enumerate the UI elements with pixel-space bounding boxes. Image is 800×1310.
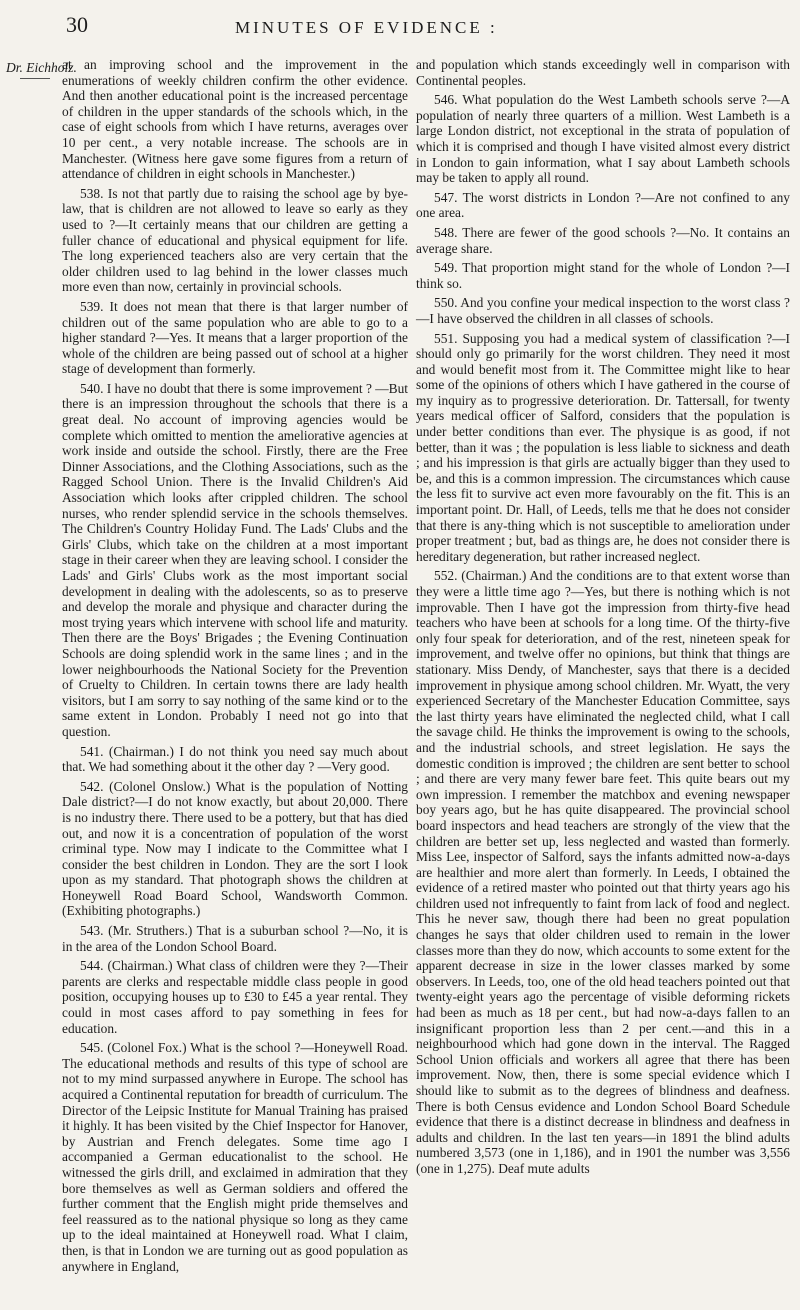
- paragraph: 545. (Colonel Fox.) What is the school ?—Honeywell Road. The educational methods and results of this type of school are not to my mind surpassed anywhere in Europe. The school has acquired a Continental reputation for breadth of curriculum. The Director of the Leipsic Institute for Manual Training has praised it highly. It has been visited by the Chief Inspector for Hanover, by Austrian and French delegates. Some time ago I accompanied a German educationalist to the school. He witnessed the girls drill, and exclaimed in admiration that they bore themselves as well as German soldiers and offered the further comment that the English might pride themselves and feel reassured as to the national physique so long as they came up to the ideal maintained at Honeywell road. What I claim, then, is that in London we are turning out as good population as anywhere in England,: [62, 1040, 408, 1274]
- paragraph: 546. What population do the West Lambeth schools serve ?—A population of nearly three quarters of a million. West Lambeth is a large London district, not exceptional in the strata of population of which it is comprised and though I have visited almost every district in London to gain information, what I say about Lambeth schools may be taken to apply all round.: [416, 92, 790, 186]
- right-column: [416, 57, 790, 1181]
- paragraph: 550. And you confine your medical inspection to the worst class ?—I have observed the children in all classes of schools.: [416, 295, 790, 326]
- left-column: [62, 57, 408, 1278]
- running-head: MINUTES OF EVIDENCE :: [235, 18, 498, 37]
- paragraph: 542. (Colonel Onslow.) What is the population of Notting Dale district?—I do not know exactly, but about 20,000. There is no industry there. There used to be a pottery, but that has died out, and now it is a concentration of population of the worst criminal type. Now may I indicate to the Committee what I consider the best children in London. They are the sort I look upon as my standard. That photograph shows the children at Honeywell Road Board School, Wandsworth Common. (Exhibiting photographs.): [62, 778, 408, 919]
- paragraph: 551. Supposing you had a medical system of classification ?—I should only go primarily for the worst children. They need it most and would benefit most from it. The Committee might like to hear some of the opinions of others which I have gathered in the course of my inquiry as to progressive deterioration. Dr. Tattersall, for twenty years medical officer of Salford, considers that the population is under better conditions than ever. The physique is as good, if not better, than it was ; the population is less liable to sickness and death ; and his impression is that girls are actually bigger than they used to be, and this is a common impression. The circumstances which cause the less fit to survive act even more favourably on the fit. This is an important point. Dr. Hall, of Leeds, tells me that he does not consider that there is any-thing which is not susceptible to amelioration under proper treatment ; but, bad as things are, he does not consider there is hereditary degeneration, but rather increased neglect.: [416, 330, 790, 564]
- page-number: 30: [66, 12, 88, 37]
- paragraph: and population which stands exceedingly well in comparison with Continental peoples.: [416, 57, 790, 88]
- paragraph: 541. (Chairman.) I do not think you need say much about that. We had something about it the other day ? —Very good.: [62, 743, 408, 775]
- margin-rule: [20, 78, 50, 79]
- paragraph: 547. The worst districts in London ?—Are not confined to any one area.: [416, 189, 790, 221]
- paragraph: 543. (Mr. Struthers.) That is a suburban school ?—No, it is in the area of the London School Board.: [62, 923, 408, 954]
- paragraph: 544. (Chairman.) What class of children were they ?—Their parents are clerks and respectable middle class people in good position, occupying houses up to £30 to £45 a year rental. They could in most cases afford to pay something in fees for education.: [62, 958, 408, 1036]
- paragraph: 539. It does not mean that there is that larger number of children out of the same population who are able to go to a higher standard ?—Yes. It means that a larger proportion of the whole of the children are being passed out of school at a higher stage of development than formerly.: [62, 298, 408, 377]
- paragraph: 552. (Chairman.) And the conditions are to that extent worse than they were a little time ago ?—Yes, but there is nothing which is not improvable. Then I have got the impression from thirty-five head teachers who have been at schools for a long time. Of the thirty-five only four speak for deterioration, and of the rest, nineteen speak for improvement, and twelve offer no opinions, but think that things are stationary. Miss Dendy, of Manchester, says that there is a decided improvement in physique among school children. Mr. Wyatt, the very experienced Secretary of the Manchester Education Committee, says the last thirty years have eliminated the neglected child, what I call the savage child. He thinks the improvement is owing to the schools, and the industrial schools, and street legislation. He says the domestic condition is improved ; the children are sent better to school ; and there are very many fewer bare feet. This quite bears out my own impression. I remember the matchbox and evening newspaper boy years ago, but he has quite disappeared. The provincial school board inspectors and head teachers are strongly of the view that the children are better set up, less neglected and wasted than formerly. Miss Lee, inspector of Salford, says the infants admitted now-a-days are healthier and more alert than formerly. In Leeds, I obtained the evidence of a retired master who pointed out that thirty years ago his children used not infrequently to faint from lack of food and neglect. This he never saw, though there had been no great population changes he says that older children used to remain in the lower classes more than they do now, which accounts to some extent for the apparent decrease in size in the lower classes marked by some observers. In Leeds, too, one of the old head teachers pointed out that twenty-eight years ago the percentage of visible deforming rickets had been as much as 18 per cent., but had now-a-days fallen to an insignificant proportion less than 2 per cent.—and this in a neighbourhood which had gone down in the interval. The Ragged School Union officials and workers all agree that there has been improvement. Now, then, there is some special evidence which I should like to submit as to the degrees of blindness and deafness. There is both Census evidence and London School Board Schedule evidence that there is a distinct decrease in blindness and deafness in adults and children. In the last ten years—in 1891 the blind adults numbered 3,573 (one in 1,186), and in 1901 the number was 3,556 (one in 1,275). Deaf mute adults: [416, 568, 790, 1176]
- margin-note: Dr. Eichholz.: [6, 60, 77, 75]
- page-header: [0, 10, 800, 40]
- paragraph: 540. I have no doubt that there is some improvement ? —But there is an impression throughout the schools that there is a great deal. No account of improving agencies would be complete which omitted to mention the ameliorative agencies at work inside and outside the school. Firstly, there are the Free Dinner Associations, and the Clothing Associations, such as the Ragged School Union. There is the Invalid Children's Aid Association which looks after crippled children. The school nurses, who render splendid service in the schools themselves. The Children's Country Holiday Fund. The Lads' Clubs and the Girls' Clubs, which take on the children at a most important stage in their career when they are leaving school. I consider the Lads' and Girls' Clubs work as the most important social development in dealing with the adolescents, so as to preserve and develop the morale and physique and character during the most trying years which intervene with school life and maturity. Then there are the Boys' Brigades ; the Evening Continuation Schools are doing splendid work in the same lines ; and in the lower neighbourhoods the National Society for the Prevention of Cruelty to Children. In certain towns there are lady health visitors, but I am sorry to say nothing of the same kind or to the same extent in London. Probably I need not go into that question.: [62, 380, 409, 739]
- paragraph: at an improving school and the improvement in the enumerations of weekly children confirm the other evidence. And then another educational point is the increased percentage of children in the upper standards of the schools which, in the case of eight schools from which I have returns, averages over 10 per cent., a very notable increase. The schools are in Manchester. (Witness here gave some figures from a return of attendance of children in eight schools in Manchester.): [62, 57, 408, 182]
- paragraph: 538. Is not that partly due to raising the school age by bye-law, that is children are not allowed to leave so early as they used to ?—It certainly means that our children are getting a fuller chance of educational and physical equipment for life. The long experienced teachers also are very certain that the older children used to lag behind in the lower classes much more even than now, certainly in provincial schools.: [62, 185, 408, 295]
- paragraph: 548. There are fewer of the good schools ?—No. It contains an average share.: [416, 224, 790, 256]
- paragraph: 549. That proportion might stand for the whole of London ?—I think so.: [416, 260, 790, 291]
